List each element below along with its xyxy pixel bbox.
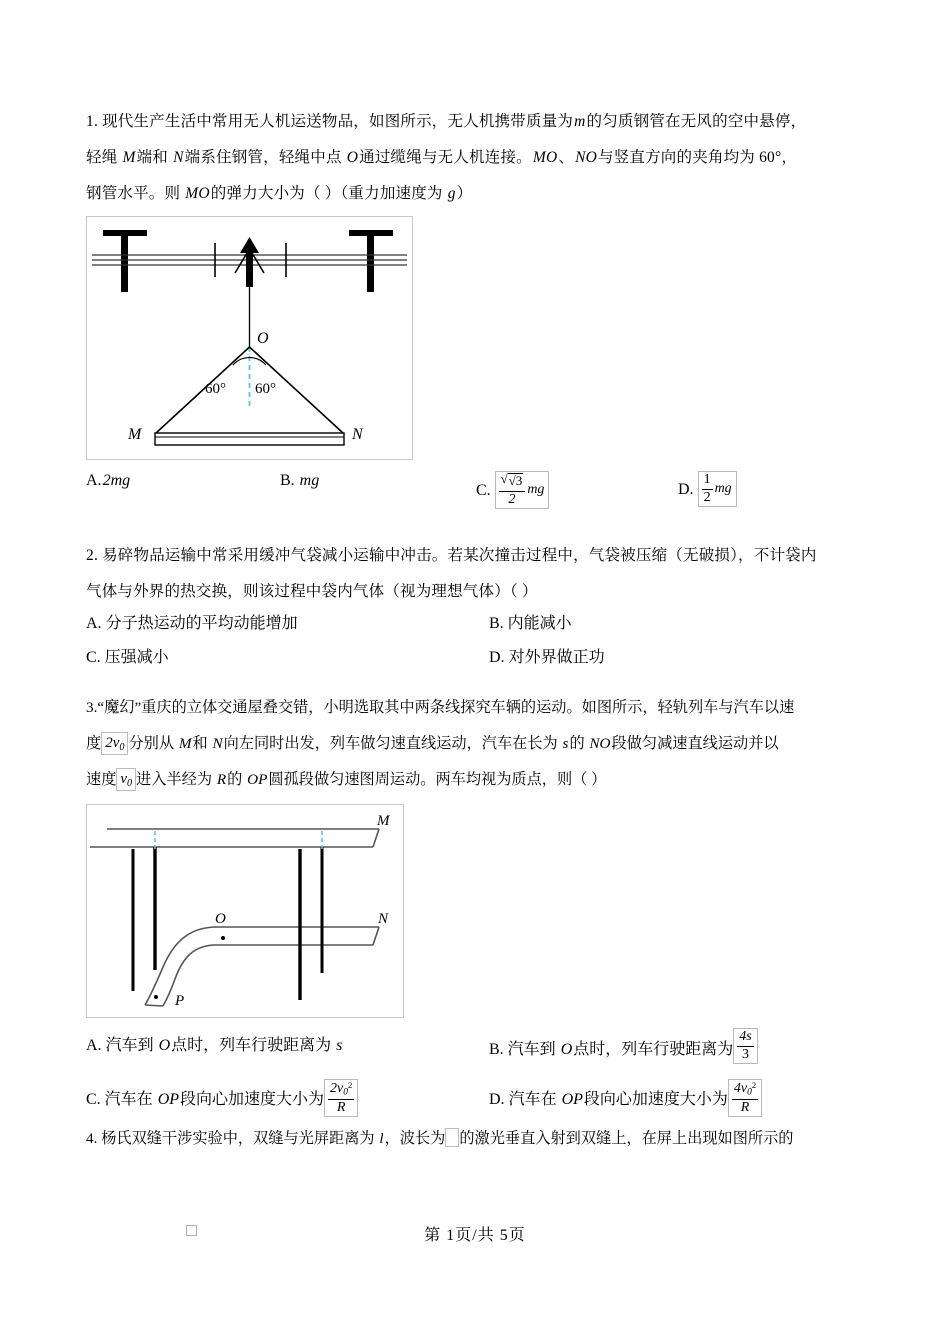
- drone-arrow-icon: [235, 237, 264, 287]
- option-1-A-text: 2mg: [102, 472, 131, 489]
- option-1-C-formula: [495, 471, 550, 509]
- option-2-C[interactable]: [86, 644, 169, 667]
- page-footer: 第 1页/共 5页: [424, 1227, 526, 1244]
- option-3-D-num-base: 4v: [733, 1080, 748, 1096]
- option-1-D[interactable]: [678, 472, 737, 508]
- option-1-D-num: 1: [702, 473, 713, 490]
- option-3-B-label: B.: [489, 1040, 504, 1058]
- q1-l2-part-f: 与竖直方向的夹角均为: [598, 149, 756, 166]
- option-3-B-var-O: O: [560, 1040, 573, 1058]
- q3-speed-2v0-base: 2v: [105, 734, 120, 751]
- q1-l2-part-b: 端和: [136, 149, 169, 166]
- option-3-A-var-s: s: [336, 1037, 343, 1054]
- q1-var-M: M: [122, 149, 136, 166]
- q1-l3-part-c: ）: [456, 185, 473, 202]
- question-3-line-2: [86, 726, 872, 762]
- option-3-C-num: [328, 1081, 354, 1100]
- option-3-D-num: [732, 1081, 758, 1100]
- q3-speed-v0-box: [116, 768, 136, 792]
- steel-pipe: [155, 433, 344, 445]
- question-2-options-row-1: [86, 610, 872, 644]
- option-1-C[interactable]: [476, 472, 549, 510]
- option-3-B-formula: [733, 1028, 757, 1064]
- q1-l2-angle: 60°，: [759, 149, 798, 166]
- q1-l3-part-a: 钢管水平。则: [86, 185, 181, 202]
- q1-var-NO: NO: [575, 149, 597, 166]
- option-1-D-label: D.: [678, 480, 694, 498]
- q1-l1-part-a: 1. 现代生产生活中常用无人机运送物品，如图所示，无人机携带质量为: [86, 113, 574, 130]
- option-3-A[interactable]: [86, 1032, 343, 1055]
- q3-l2-part-c: 和: [192, 735, 208, 752]
- option-1-B-label: B.: [280, 472, 295, 489]
- question-1-options: [86, 468, 872, 508]
- figure2-label-P: P: [175, 993, 185, 1009]
- q3-l2-part-e: 的: [569, 735, 585, 752]
- option-2-D-text: 对外界做正功: [508, 649, 605, 666]
- option-2-B-text: 内能减小: [507, 615, 572, 632]
- question-3: [86, 690, 872, 1119]
- q1-l3-var-g: g: [447, 185, 456, 202]
- q1-l2-part-d: 通过缆绳与无人机连接。: [359, 149, 532, 166]
- q3-l3-var-OP: OP: [247, 771, 268, 788]
- q3-speed-v0-sub: 0: [127, 777, 133, 789]
- question-3-options-row-2: [86, 1071, 872, 1119]
- option-1-A[interactable]: [86, 472, 131, 490]
- option-3-A-var-O: O: [158, 1037, 171, 1054]
- option-3-D-num-sub: 0: [747, 1087, 752, 1098]
- option-1-C-suffix: mg: [527, 482, 545, 498]
- q3-l2-var-M: M: [178, 735, 192, 752]
- label-angle-right: 60°: [255, 381, 276, 397]
- question-2-options-row-2: [86, 644, 872, 678]
- option-3-D-den: R: [740, 1099, 750, 1115]
- q3-l3-part-a: 速度: [86, 771, 117, 788]
- question-3-options-row-1: [86, 1026, 872, 1071]
- q4-l1-part-b: ，波长为: [384, 1130, 446, 1147]
- question-2-line-2: 气体与外界的热交换，则该过程中袋内气体（视为理想气体）（ ）: [86, 583, 538, 600]
- q3-l3-part-b: 进入半经为: [136, 771, 213, 788]
- question-1-line-3: [86, 176, 872, 212]
- q3-l2-var-N: N: [212, 735, 223, 752]
- option-1-B-text: mg: [299, 472, 320, 489]
- figure2-label-O: O: [215, 911, 226, 927]
- q3-speed-2v0-sub: 0: [119, 741, 125, 753]
- q1-l3-var-MO: MO: [185, 185, 210, 202]
- option-3-D-part-b: 段向心加速度大小为: [583, 1090, 728, 1108]
- option-3-B-part-b: 点时，列车行驶距离为: [573, 1040, 734, 1058]
- option-1-B[interactable]: [280, 472, 320, 490]
- option-2-B[interactable]: [489, 610, 572, 633]
- option-2-C-label: C.: [86, 649, 101, 666]
- q3-l2-part-b: 分别从: [128, 735, 175, 752]
- option-3-B-num: 4s: [737, 1030, 753, 1047]
- q1-var-m: m: [574, 113, 586, 130]
- q1-l3-part-b: 的弹力大小为（ ）（重力加速度为: [210, 185, 443, 202]
- question-2: [86, 538, 872, 678]
- option-3-B-part-a: 汽车到: [507, 1040, 556, 1058]
- question-1-line-1: [86, 104, 872, 140]
- option-2-B-label: B.: [489, 615, 504, 632]
- rope-MO: [156, 347, 250, 433]
- q3-l2-part-a: 度: [86, 735, 102, 752]
- option-2-A-text: 分子热运动的平均动能增加: [105, 615, 298, 632]
- right-pylon-icon: [349, 230, 393, 292]
- question-4-line-1: [86, 1121, 872, 1157]
- figure2-label-N: N: [378, 911, 389, 927]
- option-1-D-den: 2: [703, 489, 711, 505]
- q3-l3-part-d: 圆孤段做匀速图周运动。两车均视为质点，则（ ）: [268, 771, 607, 788]
- q4-var-l: l: [379, 1130, 384, 1147]
- q4-l1-part-a: 4. 杨氏双缝干涉实验中，双缝与光屏距离为: [86, 1130, 375, 1147]
- q4-wavelength-box: [445, 1128, 459, 1147]
- option-3-B-den: 3: [741, 1046, 749, 1062]
- option-3-C-formula: [324, 1079, 358, 1117]
- option-1-D-suffix: mg: [714, 481, 732, 497]
- label-N: N: [352, 426, 363, 443]
- option-2-A[interactable]: [86, 610, 298, 633]
- q1-var-N: N: [173, 149, 184, 166]
- question-3-figure-slot: [86, 804, 872, 1026]
- option-3-C-part-a: 汽车在: [104, 1090, 153, 1108]
- q1-l2-part-c: 端系住钢管，轻绳中点: [184, 149, 342, 166]
- q3-l2-var-s: s: [562, 735, 569, 752]
- option-1-A-label: A.: [86, 472, 102, 489]
- option-3-C-label: C.: [86, 1090, 101, 1108]
- point-O-marker: [221, 936, 225, 940]
- label-angle-left: 60°: [205, 381, 226, 397]
- question-1-line-2: [86, 140, 872, 176]
- q1-l1-part-b: 的匀质钢管在无风的空中悬停，: [586, 113, 807, 130]
- figure-drone-pipe: [86, 216, 413, 460]
- lower-road: [214, 927, 379, 945]
- figure-elevated-roads-svg: [87, 805, 403, 1017]
- q1-l2-part-e: 、: [558, 149, 575, 166]
- support-columns: [133, 847, 322, 1000]
- figure-elevated-roads: [86, 804, 404, 1018]
- figure-drone-pipe-svg: [87, 217, 412, 459]
- question-3-line-3: [86, 762, 872, 798]
- q3-l3-part-c: 的: [227, 771, 243, 788]
- option-2-D[interactable]: [489, 644, 605, 667]
- q3-l2-var-NO: NO: [589, 735, 611, 752]
- option-1-D-formula: [698, 471, 737, 507]
- option-1-C-label: C.: [476, 481, 491, 499]
- q3-l2-part-d: 向左同时出发，列车做匀速直线运动，汽车在长为: [223, 735, 558, 752]
- figure2-label-M: M: [377, 813, 390, 829]
- option-3-D-var-OP: OP: [561, 1090, 583, 1108]
- option-2-A-label: A.: [86, 615, 102, 632]
- option-3-D[interactable]: [489, 1081, 762, 1119]
- upper-road: [90, 829, 379, 847]
- question-2-line-1: 2. 易碎物品运输中常采用缓冲气袋减小运输中冲击。若某次撞击过程中，气袋被压缩（无破损），不计袋内: [86, 547, 817, 564]
- option-3-C-num-base: 2v: [330, 1080, 344, 1096]
- question-1-figure-slot: [86, 216, 872, 468]
- option-3-D-part-a: 汽车在: [508, 1090, 557, 1108]
- option-3-C-part-b: 段向心加速度大小为: [180, 1090, 325, 1108]
- point-P-marker: [154, 995, 158, 999]
- option-3-A-part-a: 汽车到: [105, 1037, 154, 1054]
- option-3-C-var-OP: OP: [157, 1090, 180, 1108]
- q4-l1-part-c: 的激光垂直入射到双缝上，在屏上出现如图所示的: [459, 1130, 794, 1147]
- question-3-line-1: 3.“魔幻”重庆的立体交通屋叠交错，小明选取其中两条线探究车辆的运动。如图所示，轻轨列车与汽车以速: [86, 699, 795, 716]
- question-4: [86, 1121, 872, 1157]
- option-3-C-den: R: [336, 1099, 346, 1115]
- q1-var-MO: MO: [532, 149, 558, 166]
- option-3-C-num-sup: 2: [348, 1080, 353, 1090]
- label-O: O: [257, 330, 269, 347]
- q1-l2-part-a: 轻绳: [86, 149, 118, 166]
- option-3-C-num-sub: 0: [343, 1087, 349, 1098]
- option-3-C[interactable]: [86, 1081, 358, 1119]
- q1-var-O: O: [346, 149, 359, 166]
- q3-speed-2v0-box: [101, 732, 128, 756]
- option-3-D-label: D.: [489, 1090, 505, 1108]
- label-M: M: [128, 426, 142, 443]
- option-2-D-label: D.: [489, 649, 505, 666]
- q3-l2-part-f: 段做匀减速直线运动并以: [611, 735, 779, 752]
- q3-speed-v0-base: v: [120, 770, 128, 787]
- option-3-D-formula: [728, 1079, 762, 1117]
- option-1-C-radicand: √3: [508, 473, 523, 488]
- question-1: [86, 104, 872, 508]
- option-3-D-num-sup: 2: [751, 1080, 757, 1090]
- option-3-A-part-b: 点时，列车行驶距离为: [171, 1037, 332, 1054]
- document-content: [86, 104, 872, 1159]
- left-pylon-icon: [103, 230, 147, 292]
- q3-l3-var-R: R: [216, 771, 227, 788]
- option-1-C-den: 2: [508, 491, 516, 507]
- option-3-B[interactable]: [489, 1029, 758, 1068]
- option-3-A-label: A.: [86, 1037, 102, 1054]
- option-2-C-text: 压强减小: [104, 649, 169, 666]
